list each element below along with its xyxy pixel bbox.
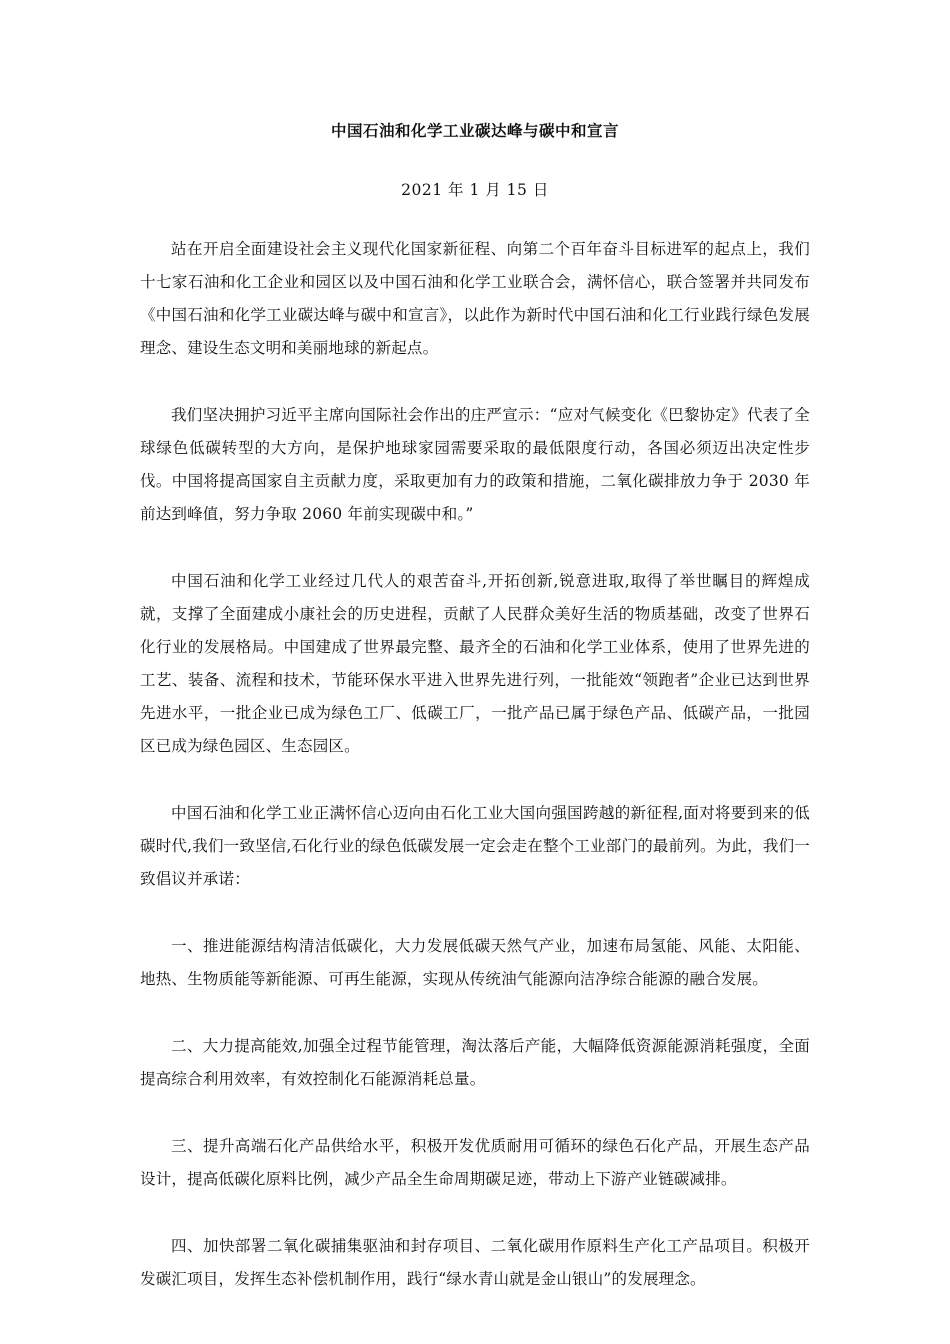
paragraph-achievements: 中国石油和化学工业经过几代人的艰苦奋斗,开拓创新,锐意进取,取得了举世瞩目的辉煌成就，支撑了全面建成小康社会的历史进程，贡献了人民群众美好生活的物质基础，改变了世界石化行业的发展格局。中国建成了世界最完整、最齐全的石油和化学工业体系，使用了世界先进的工艺、装备、流程和技术，节能环保水平进入世界先进行列，一批能效“领跑者”企业已达到世界先进水平，一批企业已成为绿色工厂、低碳工厂，一批产品已属于绿色产品、低碳产品，一批园区已成为绿色园区、生态园区。: [140, 572, 810, 755]
paragraph-intro: 站在开启全面建设社会主义现代化国家新征程、向第二个百年奋斗目标进军的起点上，我们十七家石油和化工企业和园区以及中国石油和化学工业联合会，满怀信心，联合签署并共同发布《中国石油和化学工业碳达峰与碳中和宣言》，以此作为新时代中国石油和化工行业践行绿色发展理念、建设生态文明和美丽地球的新起点。: [140, 240, 810, 357]
document-title: 中国石油和化学工业碳达峰与碳中和宣言: [330, 121, 619, 140]
document-date: 2021 年 1 月 15 日: [401, 181, 549, 199]
paragraph-commitment: 中国石油和化学工业正满怀信心迈向由石化工业大国向强国跨越的新征程,面对将要到来的低碳时代,我们一致坚信,石化行业的绿色低碳发展一定会走在整个工业部门的最前列。为此，我们一致倡议并承诺：: [140, 804, 810, 888]
paragraph-item-4: 四、加快部署二氧化碳捕集驱油和封存项目、二氧化碳用作原料生产化工产品项目。积极开发碳汇项目，发挥生态补偿机制作用，践行“绿水青山就是金山银山”的发展理念。: [140, 1237, 810, 1288]
document-body: [140, 233, 810, 1330]
paragraph-item-1: 一、推进能源结构清洁低碳化，大力发展低碳天然气产业，加速布局氢能、风能、太阳能、地热、生物质能等新能源、可再生能源，实现从传统油气能源向洁净综合能源的融合发展。: [140, 937, 810, 988]
paragraph-quote: 我们坚决拥护习近平主席向国际社会作出的庄严宣示：“应对气候变化《巴黎协定》代表了全球绿色低碳转型的大方向，是保护地球家园需要采取的最低限度行动，各国必须迈出决定性步伐。中国将提高国家自主贡献力度，采取更加有力的政策和措施，二氧化碳排放力争于 2030 年前达到峰值，努力争取 2060 年前实现碳中和。”: [140, 406, 810, 523]
paragraph-item-2: 二、大力提高能效,加强全过程节能管理，淘汰落后产能，大幅降低资源能源消耗强度，全面提高综合利用效率，有效控制化石能源消耗总量。: [140, 1037, 810, 1088]
paragraph-item-3: 三、提升高端石化产品供给水平，积极开发优质耐用可循环的绿色石化产品，开展生态产品设计，提高低碳化原料比例，减少产品全生命周期碳足迹，带动上下游产业链碳减排。: [140, 1137, 810, 1188]
